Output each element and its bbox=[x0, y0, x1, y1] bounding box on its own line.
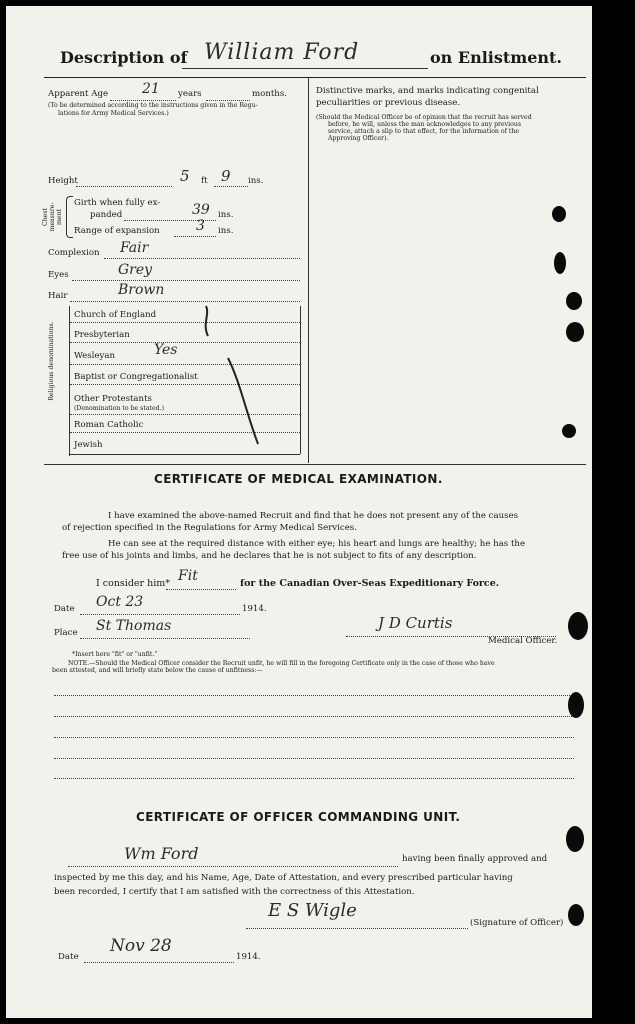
distinctive-marks-line1: Distinctive marks, and marks indicating congenital bbox=[316, 86, 539, 96]
recruit-name-handwritten: William Ford bbox=[204, 40, 360, 65]
inspected-line: inspected by me this day, and his Name, Age, Date of Attestation, and every prescribed particular having bbox=[54, 873, 513, 883]
binding-hole-mark bbox=[566, 826, 584, 852]
handwritten-brace-strokes bbox=[196, 302, 276, 452]
girth-value: 39 bbox=[192, 202, 210, 218]
age-months-unit: months. bbox=[252, 89, 287, 99]
religion-other-protestants: Other Protestants bbox=[74, 394, 152, 404]
binding-hole-mark bbox=[552, 206, 566, 222]
unfit-note-line1: NOTE.—Should the Medical Officer consider the Recruit unfit, he will fill in the foregoing Certificate only in the case of those who have bbox=[68, 660, 495, 667]
religion-jewish: Jewish bbox=[74, 440, 103, 450]
binding-hole-mark bbox=[562, 424, 576, 438]
age-years-unit: years bbox=[178, 89, 202, 99]
medical-note-line2: before, he will, unless the man acknowledges to any previous bbox=[328, 121, 522, 128]
commanding-date-value: Nov 28 bbox=[110, 936, 172, 956]
header-prefix: Description of bbox=[60, 48, 188, 67]
commanding-date-year: 1914. bbox=[236, 952, 261, 962]
complexion-value: Fair bbox=[120, 240, 149, 256]
insert-fit-note: *Insert here "fit" or "unfit." bbox=[72, 651, 158, 658]
apparent-age-value: 21 bbox=[142, 81, 160, 97]
religious-denominations-side-label: Religious denominations. bbox=[48, 321, 55, 401]
height-label: Height bbox=[48, 176, 78, 186]
religion-wesleyan-value: Yes bbox=[154, 342, 178, 358]
binding-hole-mark bbox=[568, 904, 584, 926]
binding-hole-mark bbox=[568, 612, 588, 640]
range-of-expansion-value: 3 bbox=[196, 218, 205, 234]
medical-paragraph1-line2: of rejection specified in the Regulations for Army Medical Services. bbox=[62, 523, 357, 533]
attestation-form-page bbox=[6, 6, 592, 1018]
height-inches-unit: ins. bbox=[248, 176, 264, 186]
header-suffix: on Enlistment. bbox=[430, 48, 562, 67]
medical-place-label: Place bbox=[54, 628, 78, 638]
expeditionary-force-label: for the Canadian Over-Seas Expeditionary Force. bbox=[240, 578, 500, 589]
binding-hole-mark bbox=[568, 692, 584, 718]
apparent-age-label: Apparent Age bbox=[48, 89, 109, 99]
eyes-value: Grey bbox=[118, 262, 153, 278]
medical-date-year: 1914. bbox=[242, 604, 267, 614]
height-feet-unit: ft bbox=[201, 176, 208, 186]
age-note-line2: lations for Army Medical Services.) bbox=[58, 110, 169, 117]
religion-wesleyan: Wesleyan bbox=[74, 351, 115, 361]
religion-baptist: Baptist or Congregationalist bbox=[74, 372, 198, 382]
eyes-label: Eyes bbox=[48, 270, 69, 280]
range-of-expansion-unit: ins. bbox=[218, 226, 234, 236]
medical-certificate-title: CERTIFICATE OF MEDICAL EXAMINATION. bbox=[154, 472, 443, 486]
medical-note-line4: Approving Officer). bbox=[328, 135, 389, 142]
medical-paragraph2-line2: free use of his joints and limbs, and he declares that he is not subject to fits of any description. bbox=[62, 551, 477, 561]
girth-label-line1: Girth when fully ex- bbox=[74, 198, 161, 208]
girth-label-line2: panded bbox=[90, 210, 123, 220]
religion-presbyterian: Presbyterian bbox=[74, 330, 130, 340]
range-of-expansion-label: Range of expansion bbox=[74, 226, 160, 236]
medical-place-value: St Thomas bbox=[96, 618, 172, 634]
distinctive-marks-line2: peculiarities or previous disease. bbox=[316, 98, 461, 108]
height-inches-value: 9 bbox=[221, 167, 231, 185]
medical-note-line1: (Should the Medical Officer be of opinion that the recruit has served bbox=[316, 114, 532, 121]
binding-hole-mark bbox=[554, 252, 566, 274]
religion-roman-catholic: Roman Catholic bbox=[74, 420, 144, 430]
age-note-line1: (To be determined according to the instructions given in the Regu- bbox=[48, 102, 258, 109]
height-feet-value: 5 bbox=[180, 167, 190, 185]
medical-paragraph1-line1: I have examined the above-named Recruit and find that he does not present any of the causes bbox=[108, 511, 519, 521]
hair-value: Brown bbox=[118, 282, 165, 298]
commanding-officer-certificate-title: CERTIFICATE OF OFFICER COMMANDING UNIT. bbox=[136, 810, 461, 824]
consider-him-label: I consider him* bbox=[96, 578, 171, 589]
medical-date-label: Date bbox=[54, 604, 75, 614]
signature-of-officer-label: (Signature of Officer) bbox=[470, 918, 564, 928]
medical-officer-signature: J D Curtis bbox=[378, 614, 453, 632]
girth-unit: ins. bbox=[218, 210, 234, 220]
chest-measurement-side-label: Chest measure- ment bbox=[42, 202, 63, 232]
religion-denomination-note: (Denomination to be stated.) bbox=[74, 405, 165, 412]
binding-hole-mark bbox=[566, 322, 584, 342]
recorded-certify-line: been recorded, I certify that I am satisfied with the correctness of this Attestation. bbox=[54, 887, 415, 897]
approved-line-suffix: having been finally approved and bbox=[402, 854, 548, 864]
binding-hole-mark bbox=[566, 292, 582, 310]
hair-label: Hair bbox=[48, 291, 68, 301]
recruit-name-signature: Wm Ford bbox=[124, 844, 199, 863]
religion-church-of-england: Church of England bbox=[74, 310, 157, 320]
commanding-date-label: Date bbox=[58, 952, 79, 962]
medical-note-line3: service, attach a slip to that effect, for the information of the bbox=[328, 128, 520, 135]
unfit-note-line2: been attested, and will briefly state below the cause of unfitness:— bbox=[52, 667, 263, 674]
medical-paragraph2-line1: He can see at the required distance with either eye; his heart and lungs are healthy; he has the bbox=[108, 539, 526, 549]
fitness-value: Fit bbox=[178, 568, 198, 584]
medical-date-value: Oct 23 bbox=[96, 594, 144, 610]
complexion-label: Complexion bbox=[48, 248, 100, 258]
medical-officer-label: Medical Officer. bbox=[488, 636, 558, 646]
commanding-officer-signature: E S Wigle bbox=[268, 900, 357, 921]
